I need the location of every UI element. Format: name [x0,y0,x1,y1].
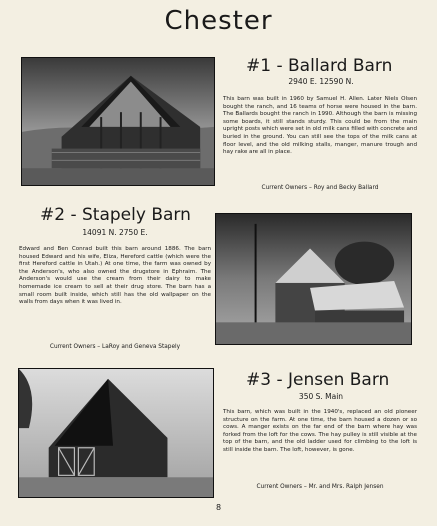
stapely-barn-description: Edward and Ben Conrad built this barn around 1886. The barn housed Edward and his wife, Eliza, Hereford cattle (which were the first Hereford cattle in Utah.) At one time, the farm was owned by the Anderson's, who also owned the drugstore in Ephraim. The Anderson's would use the cream from their dairy to make homemade ice cream to sell at their drug store. The barn has a small room built inside, which still has the old wallpaper on the walls from days when it was lived in. [19,246,211,306]
jensen-barn-description: This barn, which was built in the 1940's, replaced an old pioneer structure on the farm. At one time, the barn housed a dozen or so cows. A manger exists on the far end of the barn where hay was forked from the loft for the cows. The hay pulley is still visible at the top of the barn, and the old ladder used for climbing to the loft is still inside the barn. The loft, however, is gone. [223,409,417,453]
ballard-barn-title: #1 - Ballard Barn [246,56,393,76]
jensen-barn-owners: Current Owners – Mr. and Mrs. Ralph Jensen [256,484,384,490]
ballard-barn-photo [21,57,215,186]
stapely-barn-title: #2 - Stapely Barn [40,205,191,225]
jensen-barn-photo [18,368,214,498]
ballard-barn-description: This barn was built in 1960 by Samuel H. Allen. Later Niels Olsen bought the ranch, and 16 teams of horse were housed in the barn. The Ballards bought the ranch in 1990. Although the barn is missing some boards, it still stands sturdy. This could be from the main upright posts which were set in old milk cans filled with concrete and buried in the ground. You can still see the tops of the milk cans at floor level, and the old milking stalls, manger, manure trough and hay rake are all in place. [223,96,417,156]
page-number: 8 [215,503,222,512]
jensen-barn-address: 350 S. Main [298,392,344,401]
stapely-barn-photo [215,213,412,345]
stapely-barn-owners: Current Owners – LaRoy and Geneva Stapely [49,344,181,350]
page-title: Chester [164,6,273,36]
ballard-barn-owners: Current Owners – Roy and Becky Ballard [261,185,379,191]
stapely-barn-address: 14091 N. 2750 E. [82,228,148,237]
jensen-barn-title: #3 - Jensen Barn [246,370,390,390]
ballard-barn-address: 2940 E. 12590 N. [288,77,354,86]
